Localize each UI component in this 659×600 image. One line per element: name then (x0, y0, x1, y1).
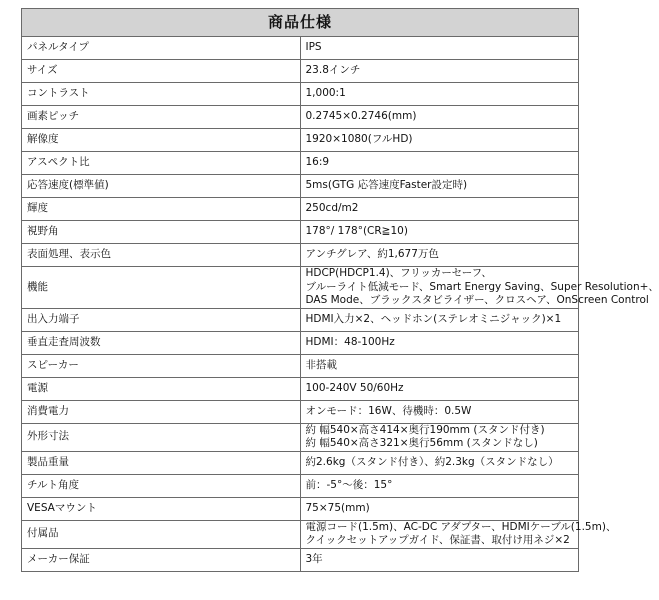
spec-value-line: 100-240V 50/60Hz (305, 381, 404, 394)
table-row (22, 497, 579, 520)
spec-value (300, 423, 579, 451)
table-row (22, 354, 579, 377)
table-row (22, 221, 579, 244)
spec-label: 電源 (22, 377, 301, 400)
spec-value (300, 497, 579, 520)
table-row (22, 474, 579, 497)
table-row (22, 152, 579, 175)
spec-value (300, 129, 579, 152)
table-row (22, 423, 579, 451)
spec-table (21, 8, 659, 572)
spec-value-line: 5ms(GTG 応答速度Faster設定時) (305, 179, 468, 192)
spec-value-line: 1920×1080(フルHD) (305, 133, 413, 146)
table-row (22, 37, 579, 60)
spec-value-line: 電源コード(1.5m)、AC-DC アダプター、HDMIケーブル(1.5m)、 (305, 520, 617, 533)
table-row (22, 106, 579, 129)
spec-value (300, 474, 579, 497)
table-row (22, 400, 579, 423)
spec-value-line: 16:9 (305, 156, 330, 169)
spec-value-line: 前：-5°～後：15° (305, 478, 393, 491)
spec-value-line: 75×75(mm) (305, 501, 370, 514)
spec-value (300, 244, 579, 267)
spec-label: サイズ (22, 60, 301, 83)
table-row (22, 548, 579, 571)
table-title: 商品仕様 (22, 9, 579, 37)
spec-value-line: HDMI入力×2、ヘッドホン(ステレオミニジャック)×1 (305, 312, 562, 325)
spec-sheet (21, 8, 659, 572)
spec-label: 出入力端子 (22, 308, 301, 331)
spec-value (300, 106, 579, 129)
spec-value (300, 377, 579, 400)
spec-value (300, 83, 579, 106)
spec-value-line: オンモード：16W、待機時：0.5W (305, 404, 472, 417)
spec-value (300, 221, 579, 244)
spec-label: アスペクト比 (22, 152, 301, 175)
table-row (22, 129, 579, 152)
spec-label: 応答速度(標準値) (22, 175, 301, 198)
spec-value (300, 198, 579, 221)
spec-value (300, 400, 579, 423)
spec-value-line: 約 幅540×高さ414×奥行190mm (スタンド付き) (305, 423, 545, 436)
table-row (22, 60, 579, 83)
spec-label: VESAマウント (22, 497, 301, 520)
spec-label: 表面処理、表示色 (22, 244, 301, 267)
spec-value-line: 非搭載 (305, 358, 337, 371)
spec-table-body (22, 37, 659, 572)
spec-value-line: 23.8インチ (305, 64, 361, 77)
table-row (22, 331, 579, 354)
spec-label: 画素ピッチ (22, 106, 301, 129)
spec-value-line: 約 幅540×高さ321×奥行56mm (スタンドなし) (305, 437, 538, 449)
spec-value (300, 354, 579, 377)
table-row (22, 520, 579, 548)
spec-label: 付属品 (22, 520, 301, 548)
table-row (22, 377, 579, 400)
spec-label: 輝度 (22, 198, 301, 221)
table-row (22, 175, 579, 198)
spec-value-line: 178°/ 178°(CR≧10) (305, 225, 408, 238)
table-row (22, 308, 579, 331)
spec-value (300, 308, 579, 331)
spec-label: スピーカー (22, 354, 301, 377)
spec-label: チルト角度 (22, 474, 301, 497)
spec-value (300, 152, 579, 175)
spec-value (300, 175, 579, 198)
spec-value-line: IPS (305, 41, 322, 54)
spec-value-line: 3年 (305, 552, 323, 565)
spec-label: パネルタイプ (22, 37, 301, 60)
spec-label: 解像度 (22, 129, 301, 152)
spec-value (300, 548, 579, 571)
spec-value (300, 37, 579, 60)
spec-label: 垂直走査周波数 (22, 331, 301, 354)
spec-label: 視野角 (22, 221, 301, 244)
spec-label: 製品重量 (22, 451, 301, 474)
spec-value (300, 331, 579, 354)
spec-value-line: 1,000:1 (305, 87, 346, 100)
spec-value (300, 520, 617, 548)
spec-label: コントラスト (22, 83, 301, 106)
spec-value-line: 0.2745×0.2746(mm) (305, 110, 417, 123)
spec-value-line: DAS Mode、ブラックスタビライザー、クロスヘア、OnScreen Control (305, 294, 649, 306)
spec-value-line: 約2.6kg（スタンド付き）、約2.3kg（スタンドなし） (305, 455, 559, 468)
spec-label: メーカー保証 (22, 548, 301, 571)
table-row (22, 83, 579, 106)
spec-label: 消費電力 (22, 400, 301, 423)
spec-value (300, 267, 659, 309)
spec-value-line: HDCP(HDCP1.4)、フリッカーセーフ、 (305, 267, 492, 279)
spec-value-line: HDMI：48-100Hz (305, 335, 395, 348)
table-row (22, 267, 579, 309)
table-row (22, 244, 579, 267)
spec-value-line: アンチグレア、約1,677万色 (305, 248, 439, 261)
table-row (22, 198, 579, 221)
spec-label: 機能 (22, 267, 301, 309)
spec-value-line: クイックセットアップガイド、保証書、取付け用ネジ×2 (305, 534, 570, 546)
table-row (22, 451, 579, 474)
spec-value-line: ブルーライト低減モード、Smart Energy Saving、Super Resolution+、 (305, 280, 659, 293)
spec-value-line: 250cd/m2 (305, 202, 359, 215)
spec-value (300, 451, 579, 474)
spec-label: 外形寸法 (22, 423, 301, 451)
spec-value (300, 60, 579, 83)
